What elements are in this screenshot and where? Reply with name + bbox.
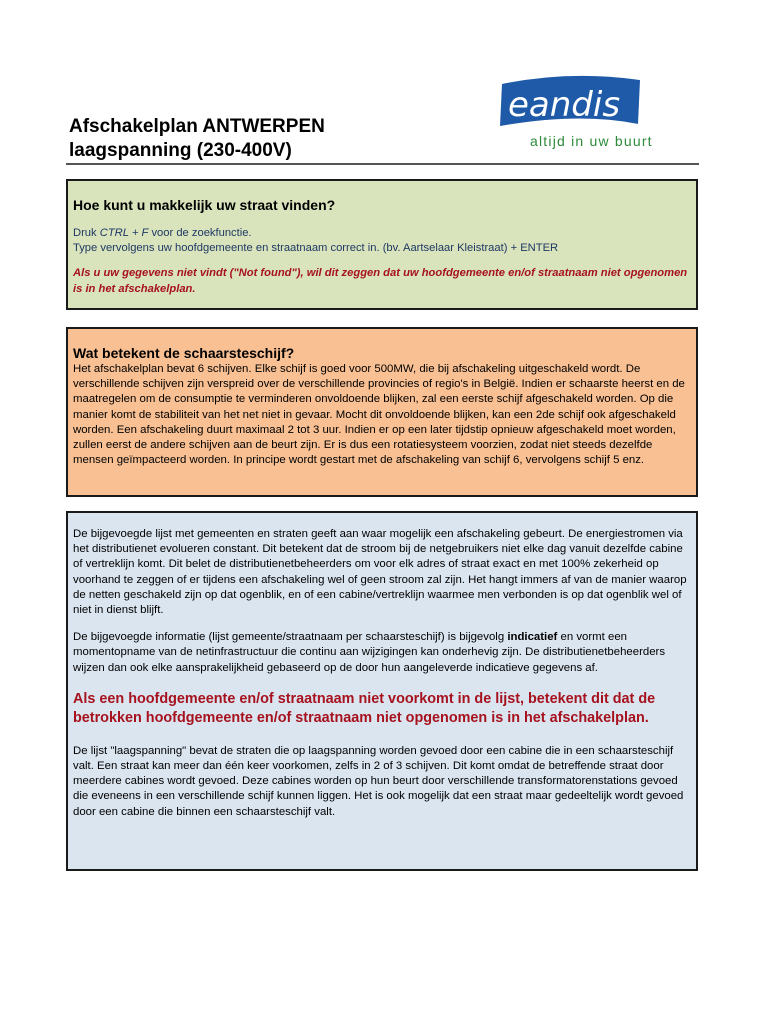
indicative-term: indicatief (507, 631, 558, 644)
scarcity-text: Het afschakelplan bevat 6 schijven. Elke schijf is goed voor 500MW, die bij afschakeling uitgeschakeld wordt. De verschillende schijven zijn verspreid over de verschillende provincies of regio's in België. Indien er schaarste heerst en de maatregelen om de consumptie te verminderen onvoldoende blijken, zal een eerste schijf afgeschakeld worden. Op die manier komt de stabiliteit van het net niet in gevaar. Mocht dit onvoldoende blijken, kan een 2de schijf ook afgeschakeld worden. Een afschakeling duurt maximaal 2 tot 3 uur. Indien er op een later tijdstip opnieuw afgeschakeld moet worden, zullen eerst de andere schijven aan de beurt zijn. Er is dus een rotatiesysteem voorzien, zodat niet steeds dezelfde mensen geïmpacteerd worden. In principe wordt gestart met de afschakeling van schijf 6, vervolgens schijf 5 enz. (73, 363, 685, 467)
scarcity-heading: Wat betekent de schaarsteschijf? (73, 345, 295, 361)
shortcut-key: CTRL + F (99, 227, 149, 239)
not-listed-warning: Als een hoofdgemeente en/of straatnaam niet voorkomt in de lijst, betekent dit dat de betrokken hoofdgemeente en/of straatnaam niet opgenomen is in het afschakelplan. (73, 690, 656, 726)
header-divider (66, 163, 699, 165)
search-instruction-2: Type vervolgens uw hoofdgemeente en straatnaam correct in. (bv. Aartselaar Kleistraat) + ENTER (73, 242, 559, 254)
logo-tagline: altijd in uw buurt (530, 133, 653, 149)
find-street-heading: Hoe kunt u makkelijk uw straat vinden? (73, 197, 336, 213)
scarcity-box (66, 327, 698, 497)
eandis-logo (480, 68, 692, 160)
disclaimer-paragraph-3: De lijst "laagspanning" bevat de straten die op laagspanning worden gevoed door een cabine die in een schaarsteschijf valt. Een straat kan meer dan één keer voorkomen, zelfs in 2 of 3 schijven. Dit komt omdat de betreffende straat door meerdere cabines wordt gevoed. Deze cabines worden op hun beurt door verschillende transformatorenstations gevoed die eveneens in een verschillende schijf kunnen liggen. Het is ook mogelijk dat een straat maar gedeeltelijk wordt gevoed door een cabine die binnen een schaarsteschijf valt. (73, 744, 684, 818)
find-street-box (66, 179, 698, 310)
search-instruction-1: Druk CTRL + F voor de zoekfunctie. (73, 227, 252, 239)
disclaimer-box (66, 511, 698, 871)
title-line-2: laagspanning (230-400V) (69, 140, 292, 161)
not-found-warning: Als u uw gegevens niet vindt ("Not found"), wil dit zeggen dat uw hoofdgemeente en/of straatnaam niet opgenomen is in het afschakelplan. (73, 267, 688, 295)
disclaimer-paragraph-2: De bijgevoegde informatie (lijst gemeente/straatnaam per schaarsteschijf) is bijgevolg indicatief en vormt een momentopname van de netinfrastructuur die continu aan wijzigingen kan onderhevig zijn. De distributienetbeheerders wijzen dan ook elke aansprakelijkheid gebaseerd op de door hun aangeleverde indicatieve gegevens af. (73, 631, 666, 674)
disclaimer-paragraph-1: De bijgevoegde lijst met gemeenten en straten geeft aan waar mogelijk een afschakeling gebeurt. De energiestromen via het distributienet evolueren constant. Dit betekent dat de stroom bij de netgebruikers niet elke dag vanuit dezelfde cabine of vertreklijn komt. Dit belet de distributienetbeheerders om voor elk adres of straat exact en met 100% zekerheid op voorhand te zeggen of er tijdens een afschakeling wel of geen stroom zal zijn. Het hangt immers af van de manier waarop de netten geschakeld zijn op dat ogenblik, en of een cabine/vertreklijn waarmee men verbonden is op dat ogenblik wel of niet in dienst blijft. (73, 528, 687, 617)
title-line-1: Afschakelplan ANTWERPEN (69, 116, 325, 137)
logo-brand-text: eandis (508, 85, 621, 125)
page-title (69, 115, 469, 163)
